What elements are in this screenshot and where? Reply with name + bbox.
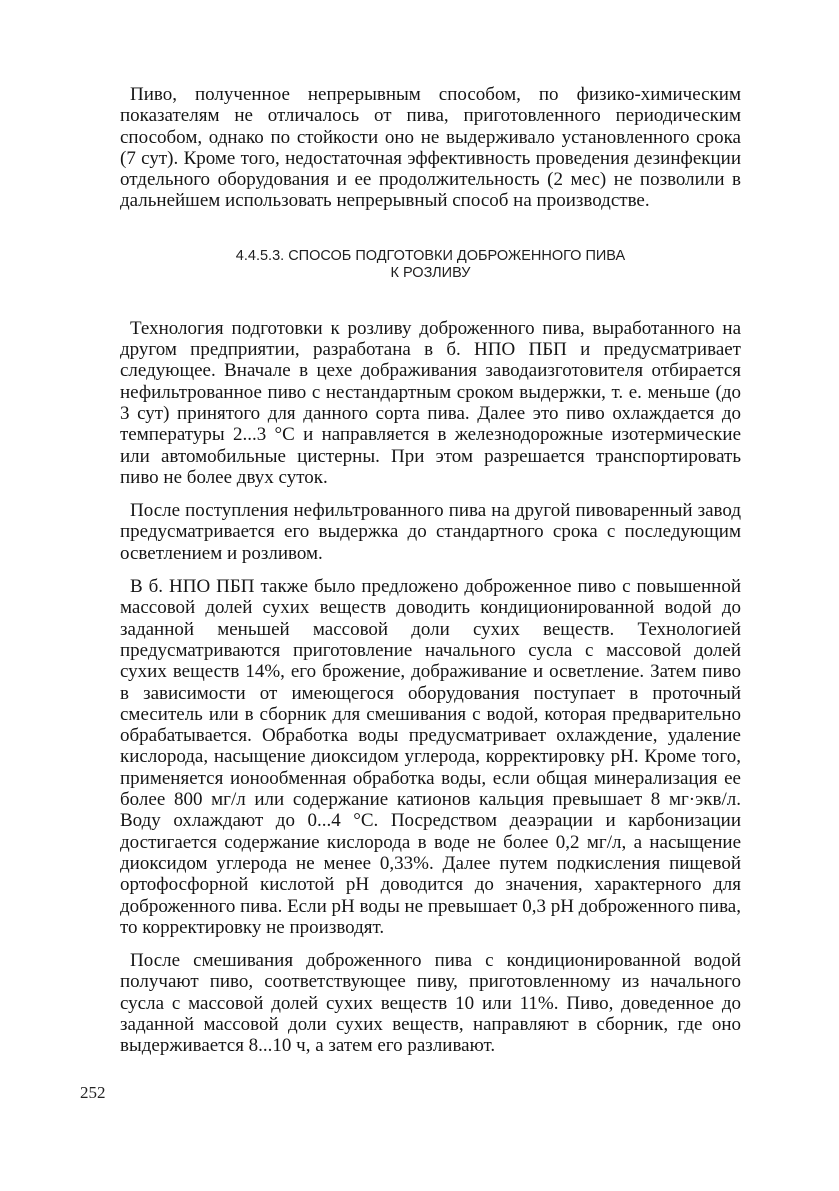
section-heading-line-1: 4.4.5.3. СПОСОБ ПОДГОТОВКИ ДОБРОЖЕННОГО ПИВА: [235, 247, 626, 264]
section-heading-line-2: К РОЗЛИВУ: [390, 264, 471, 281]
page-number: 252: [80, 1083, 106, 1102]
page-body: [120, 84, 741, 1057]
section-heading: [120, 248, 741, 282]
body-paragraph-4: После смешивания доброженного пива с кондиционированной водой получают пиво, соответствующее пиву, приготовленному из начального сусла с массовой долей сухих веществ 10 или 11%. Пиво, доведенное до заданной массовой доли сухих веществ, направляют в сборник, где оно выдерживается 8...10 ч, а затем его разливают.: [120, 950, 741, 1057]
body-paragraph-1: Технология подготовки к розливу доброженного пива, выработанного на другом предприятии, разработана в б. НПО ПБП и предусматривает следующее. Вначале в цехе дображивания заводаизготовителя отбирается нефильтрованное пиво с нестандартным сроком выдержки, т. е. меньше (до 3 сут) принятого для данного сорта пива. Далее это пиво охлаждается до температуры 2...3 °С и направляется в железнодорожные изотермические или автомобильные цистерны. При этом разрешается транспортировать пиво не более двух суток.: [120, 317, 741, 488]
intro-paragraph: Пиво, полученное непрерывным способом, по физико-химическим показателям не отличалось от пива, приготовленного периодическим способом, однако по стойкости оно не выдерживало установленного срока (7 сут). Кроме того, недостаточная эффективность проведения дезинфекции отдельного оборудования и ее продолжительность (2 мес) не позволили в дальнейшем использовать непрерывный способ на производстве.: [120, 84, 741, 212]
body-paragraph-3: В б. НПО ПБП также было предложено доброженное пиво с повышенной массовой долей сухих веществ доводить кондиционированной водой до заданной меньшей массовой доли сухих веществ. Технологией предусматриваются приготовление начального сусла с массовой долей сухих веществ 14%, его брожение, дображивание и осветление. Затем пиво в зависимости от имеющегося оборудования поступает в проточный смеситель или в сборник для смешивания с водой, которая предварительно обрабатывается. Обработка воды предусматривает охлаждение, удаление кислорода, насыщение диоксидом углерода, корректировку pH. Кроме того, применяется ионообменная обработка воды, если общая минерализация ее более 800 мг/л или содержание катионов кальция превышает 8 мг·экв/л. Воду охлаждают до 0...4 °С. Посредством деаэрации и карбонизации достигается содержание кислорода в воде не более 0,2 мг/л, а насыщение диоксидом углерода не менее 0,33%. Далее путем подкисления пищевой ортофосфорной кислотой pH доводится до значения, характерного для доброженного пива. Если pH воды не превышает 0,3 pH доброженного пива, то корректировку не производят.: [120, 576, 741, 938]
body-paragraph-2: После поступления нефильтрованного пива на другой пивоваренный завод предусматривается его выдержка до стандартного срока с последующим осветлением и розливом.: [120, 500, 741, 564]
